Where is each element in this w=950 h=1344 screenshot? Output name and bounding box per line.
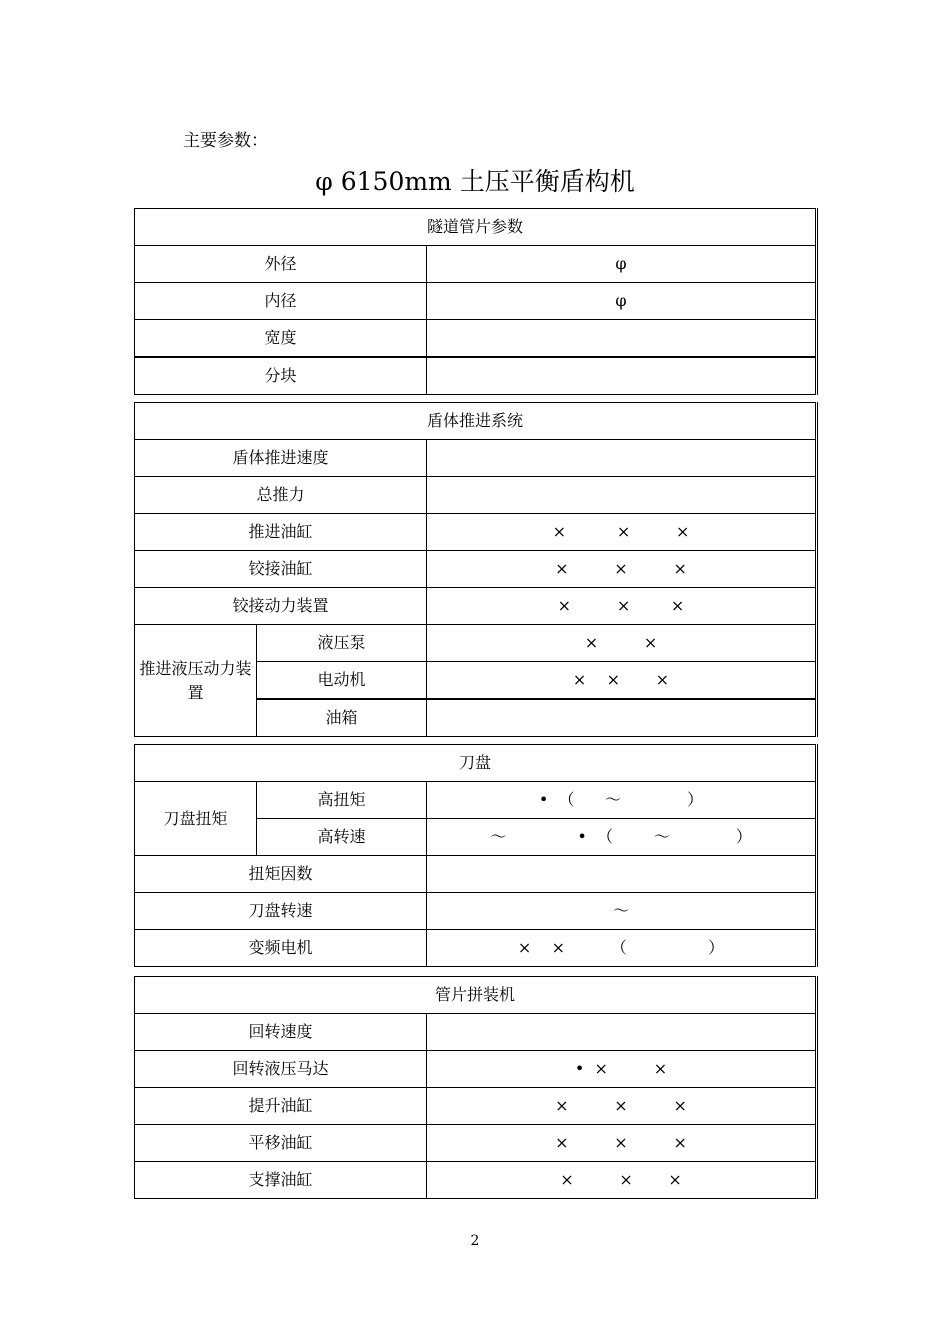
row-value: φ (427, 246, 817, 283)
row-value: × × × (427, 588, 817, 625)
cutter-head-table (134, 744, 818, 967)
row-value: • （ ～ ） (427, 782, 817, 819)
row-label: 高转速 (257, 819, 427, 856)
row-label: 刀盘转速 (135, 893, 427, 930)
row-label: 内径 (135, 283, 427, 320)
table-row (135, 357, 817, 395)
section-header: 盾体推进系统 (135, 403, 817, 440)
row-value (427, 320, 817, 358)
row-label: 回转速度 (135, 1014, 427, 1051)
group-label: 刀盘扭矩 (135, 782, 257, 856)
row-label: 盾体推进速度 (135, 440, 427, 477)
table-row (135, 320, 817, 358)
row-label: 分块 (135, 357, 427, 395)
table-row (135, 551, 817, 588)
row-label: 电动机 (257, 662, 427, 700)
table-row (135, 440, 817, 477)
row-label: 推进油缸 (135, 514, 427, 551)
row-label: 高扭矩 (257, 782, 427, 819)
document-title: φ 6150mm 土压平衡盾构机 (315, 167, 635, 196)
row-value (427, 1014, 817, 1051)
page-number: 2 (470, 1233, 480, 1249)
row-value: • × × (427, 1051, 817, 1088)
row-label: 回转液压马达 (135, 1051, 427, 1088)
table-row (135, 588, 817, 625)
row-label: 扭矩因数 (135, 856, 427, 893)
table-row (135, 782, 817, 819)
row-label: 铰接动力装置 (135, 588, 427, 625)
row-value (427, 477, 817, 514)
row-value: × × × (427, 662, 817, 700)
row-label: 铰接油缸 (135, 551, 427, 588)
row-label: 外径 (135, 246, 427, 283)
row-label: 总推力 (135, 477, 427, 514)
table-row (135, 1125, 817, 1162)
table-row (135, 246, 817, 283)
row-value: × × × (427, 514, 817, 551)
row-value: × × （ ） (427, 930, 817, 967)
row-label: 提升油缸 (135, 1088, 427, 1125)
row-label: 液压泵 (257, 625, 427, 662)
table-row (135, 477, 817, 514)
table-row (135, 1014, 817, 1051)
intro-label: 主要参数： (183, 131, 268, 151)
row-value (427, 856, 817, 893)
section-header: 管片拼装机 (135, 977, 817, 1014)
row-value (427, 357, 817, 395)
table-row (135, 893, 817, 930)
row-value: × × × (427, 551, 817, 588)
row-value (427, 699, 817, 737)
row-value: ～ (427, 893, 817, 930)
row-value: × × (427, 625, 817, 662)
table-row (135, 514, 817, 551)
row-value: φ (427, 283, 817, 320)
row-label: 油箱 (257, 699, 427, 737)
thrust-system-table (134, 402, 818, 737)
table-row (135, 930, 817, 967)
row-value (427, 440, 817, 477)
segment-erector-table (134, 976, 818, 1199)
row-value: ～ • （ ～ ） (427, 819, 817, 856)
section-header: 刀盘 (135, 745, 817, 782)
table-row (135, 283, 817, 320)
group-label: 推进液压动力装置 (135, 625, 257, 737)
table-row (135, 1088, 817, 1125)
table-row (135, 1162, 817, 1199)
row-value: × × × (427, 1125, 817, 1162)
row-value: × × × (427, 1162, 817, 1199)
row-label: 平移油缸 (135, 1125, 427, 1162)
row-label: 宽度 (135, 320, 427, 358)
table-row (135, 625, 817, 662)
row-label: 变频电机 (135, 930, 427, 967)
row-label: 支撑油缸 (135, 1162, 427, 1199)
table-row (135, 856, 817, 893)
tunnel-params-table (134, 208, 818, 395)
section-header: 隧道管片参数 (135, 209, 817, 246)
table-row (135, 1051, 817, 1088)
row-value: × × × (427, 1088, 817, 1125)
